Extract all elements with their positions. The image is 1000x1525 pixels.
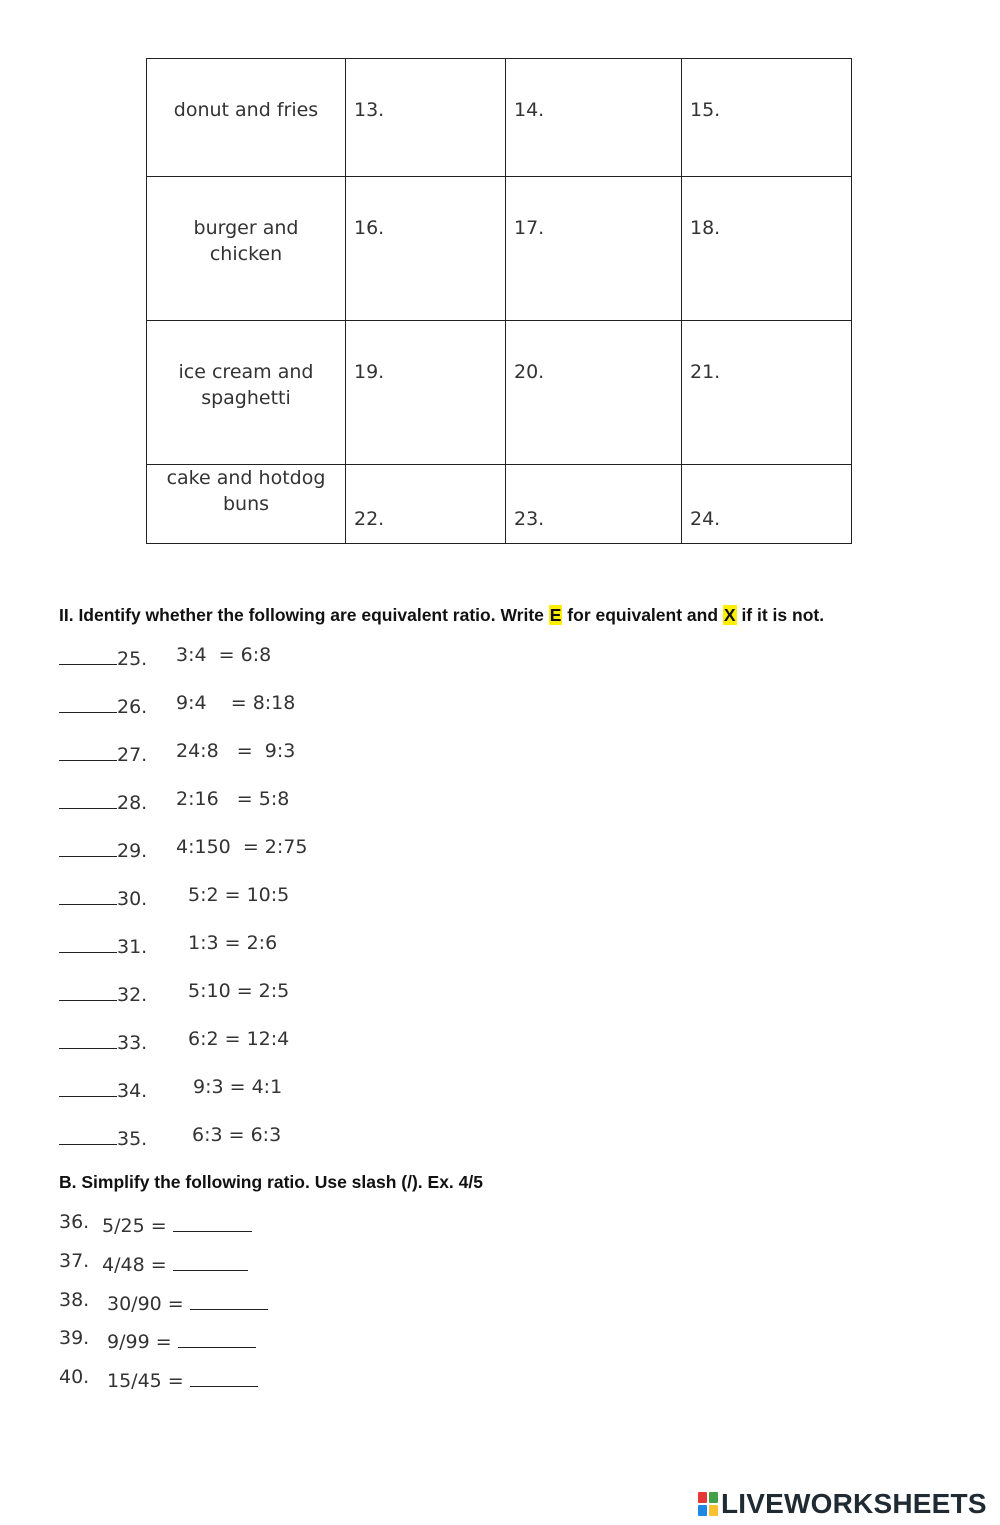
ratio-equation: 4:150 = 2:75 (176, 836, 308, 858)
ratio-question (59, 1124, 282, 1150)
heading-text: if it is not. (736, 605, 825, 625)
simplify-question (59, 1211, 167, 1237)
question-number: 31. (117, 936, 148, 958)
ratio-equation: 2:16 = 5:8 (176, 788, 290, 810)
question-number: 35. (117, 1128, 148, 1150)
table-item-label: donut and fries (147, 59, 346, 177)
table-row (147, 177, 852, 321)
ratio-equation: 5:10 = 2:5 (188, 980, 290, 1002)
answer-cell[interactable]: 17. (506, 177, 682, 321)
answer-blank[interactable] (59, 1124, 117, 1145)
section-ii-heading (59, 605, 824, 626)
answer-cell[interactable]: 13. (346, 59, 506, 177)
answer-blank[interactable] (59, 836, 117, 857)
ratio-expression: 15/45 = (107, 1370, 184, 1392)
answer-table (146, 58, 852, 544)
answer-line[interactable] (190, 1366, 258, 1387)
heading-text: II. Identify whether the following are equivalent ratio. Write (59, 605, 549, 625)
question-number: 34. (117, 1080, 148, 1102)
answer-blank[interactable] (59, 1076, 117, 1097)
liveworksheets-logo (698, 1488, 987, 1520)
highlight-x: X (723, 605, 736, 625)
table-row (147, 321, 852, 465)
answer-cell[interactable]: 15. (682, 59, 852, 177)
answer-cell[interactable]: 18. (682, 177, 852, 321)
simplify-question (59, 1250, 167, 1276)
question-number: 39. (59, 1327, 90, 1349)
ratio-equation: 6:3 = 6:3 (192, 1124, 282, 1146)
ratio-question (59, 836, 308, 862)
ratio-equation: 6:2 = 12:4 (188, 1028, 290, 1050)
ratio-expression: 9/99 = (107, 1331, 172, 1353)
answer-line[interactable] (190, 1289, 268, 1310)
ratio-expression: 4/48 = (102, 1254, 167, 1276)
heading-text: for equivalent and (562, 605, 723, 625)
ratio-question (59, 740, 296, 766)
answer-blank[interactable] (59, 1028, 117, 1049)
question-number: 36. (59, 1211, 90, 1233)
answer-blank[interactable] (59, 644, 117, 665)
question-number: 25. (117, 648, 148, 670)
ratio-question (59, 692, 296, 718)
ratio-question (59, 980, 290, 1006)
table-row (147, 465, 852, 544)
question-number: 28. (117, 792, 148, 814)
table-item-label: ice cream and spaghetti (147, 321, 346, 465)
ratio-question (59, 644, 272, 670)
question-number: 26. (117, 696, 148, 718)
answer-cell[interactable]: 24. (682, 465, 852, 544)
question-number: 32. (117, 984, 148, 1006)
ratio-question (59, 932, 278, 958)
ratio-equation: 1:3 = 2:6 (188, 932, 278, 954)
answer-cell[interactable]: 20. (506, 321, 682, 465)
logo-text: LIVEWORKSHEETS (721, 1488, 987, 1519)
answer-blank[interactable] (59, 884, 117, 905)
answer-cell[interactable]: 19. (346, 321, 506, 465)
ratio-question (59, 1076, 283, 1102)
answer-line[interactable] (178, 1327, 256, 1348)
simplify-question (59, 1366, 184, 1392)
ratio-equation: 24:8 = 9:3 (176, 740, 296, 762)
answer-cell[interactable]: 14. (506, 59, 682, 177)
section-b-heading: B. Simplify the following ratio. Use slash (/). Ex. 4/5 (59, 1172, 483, 1192)
answer-blank[interactable] (59, 932, 117, 953)
ratio-expression: 5/25 = (102, 1215, 167, 1237)
answer-blank[interactable] (59, 740, 117, 761)
answer-blank[interactable] (59, 980, 117, 1001)
ratio-equation: 9:3 = 4:1 (193, 1076, 283, 1098)
answer-blank[interactable] (59, 788, 117, 809)
simplify-question (59, 1327, 172, 1353)
simplify-question (59, 1289, 184, 1315)
logo-icon (698, 1492, 718, 1516)
highlight-e: E (549, 605, 562, 625)
answer-cell[interactable]: 23. (506, 465, 682, 544)
answer-blank[interactable] (59, 692, 117, 713)
ratio-expression: 30/90 = (107, 1293, 184, 1315)
ratio-equation: 9:4 = 8:18 (176, 692, 296, 714)
table-row (147, 59, 852, 177)
answer-cell[interactable]: 16. (346, 177, 506, 321)
ratio-question (59, 1028, 290, 1054)
ratio-equation: 3:4 = 6:8 (176, 644, 272, 666)
question-number: 29. (117, 840, 148, 862)
answer-line[interactable] (173, 1250, 248, 1271)
table-item-label: cake and hotdog buns (147, 465, 346, 544)
question-number: 27. (117, 744, 148, 766)
question-number: 38. (59, 1289, 90, 1311)
answer-line[interactable] (173, 1211, 252, 1232)
question-number: 30. (117, 888, 148, 910)
answer-cell[interactable]: 22. (346, 465, 506, 544)
ratio-equation: 5:2 = 10:5 (188, 884, 290, 906)
table-item-label: burger and chicken (147, 177, 346, 321)
ratio-question (59, 788, 290, 814)
answer-cell[interactable]: 21. (682, 321, 852, 465)
question-number: 33. (117, 1032, 148, 1054)
question-number: 37. (59, 1250, 90, 1272)
question-number: 40. (59, 1366, 90, 1388)
ratio-question (59, 884, 290, 910)
